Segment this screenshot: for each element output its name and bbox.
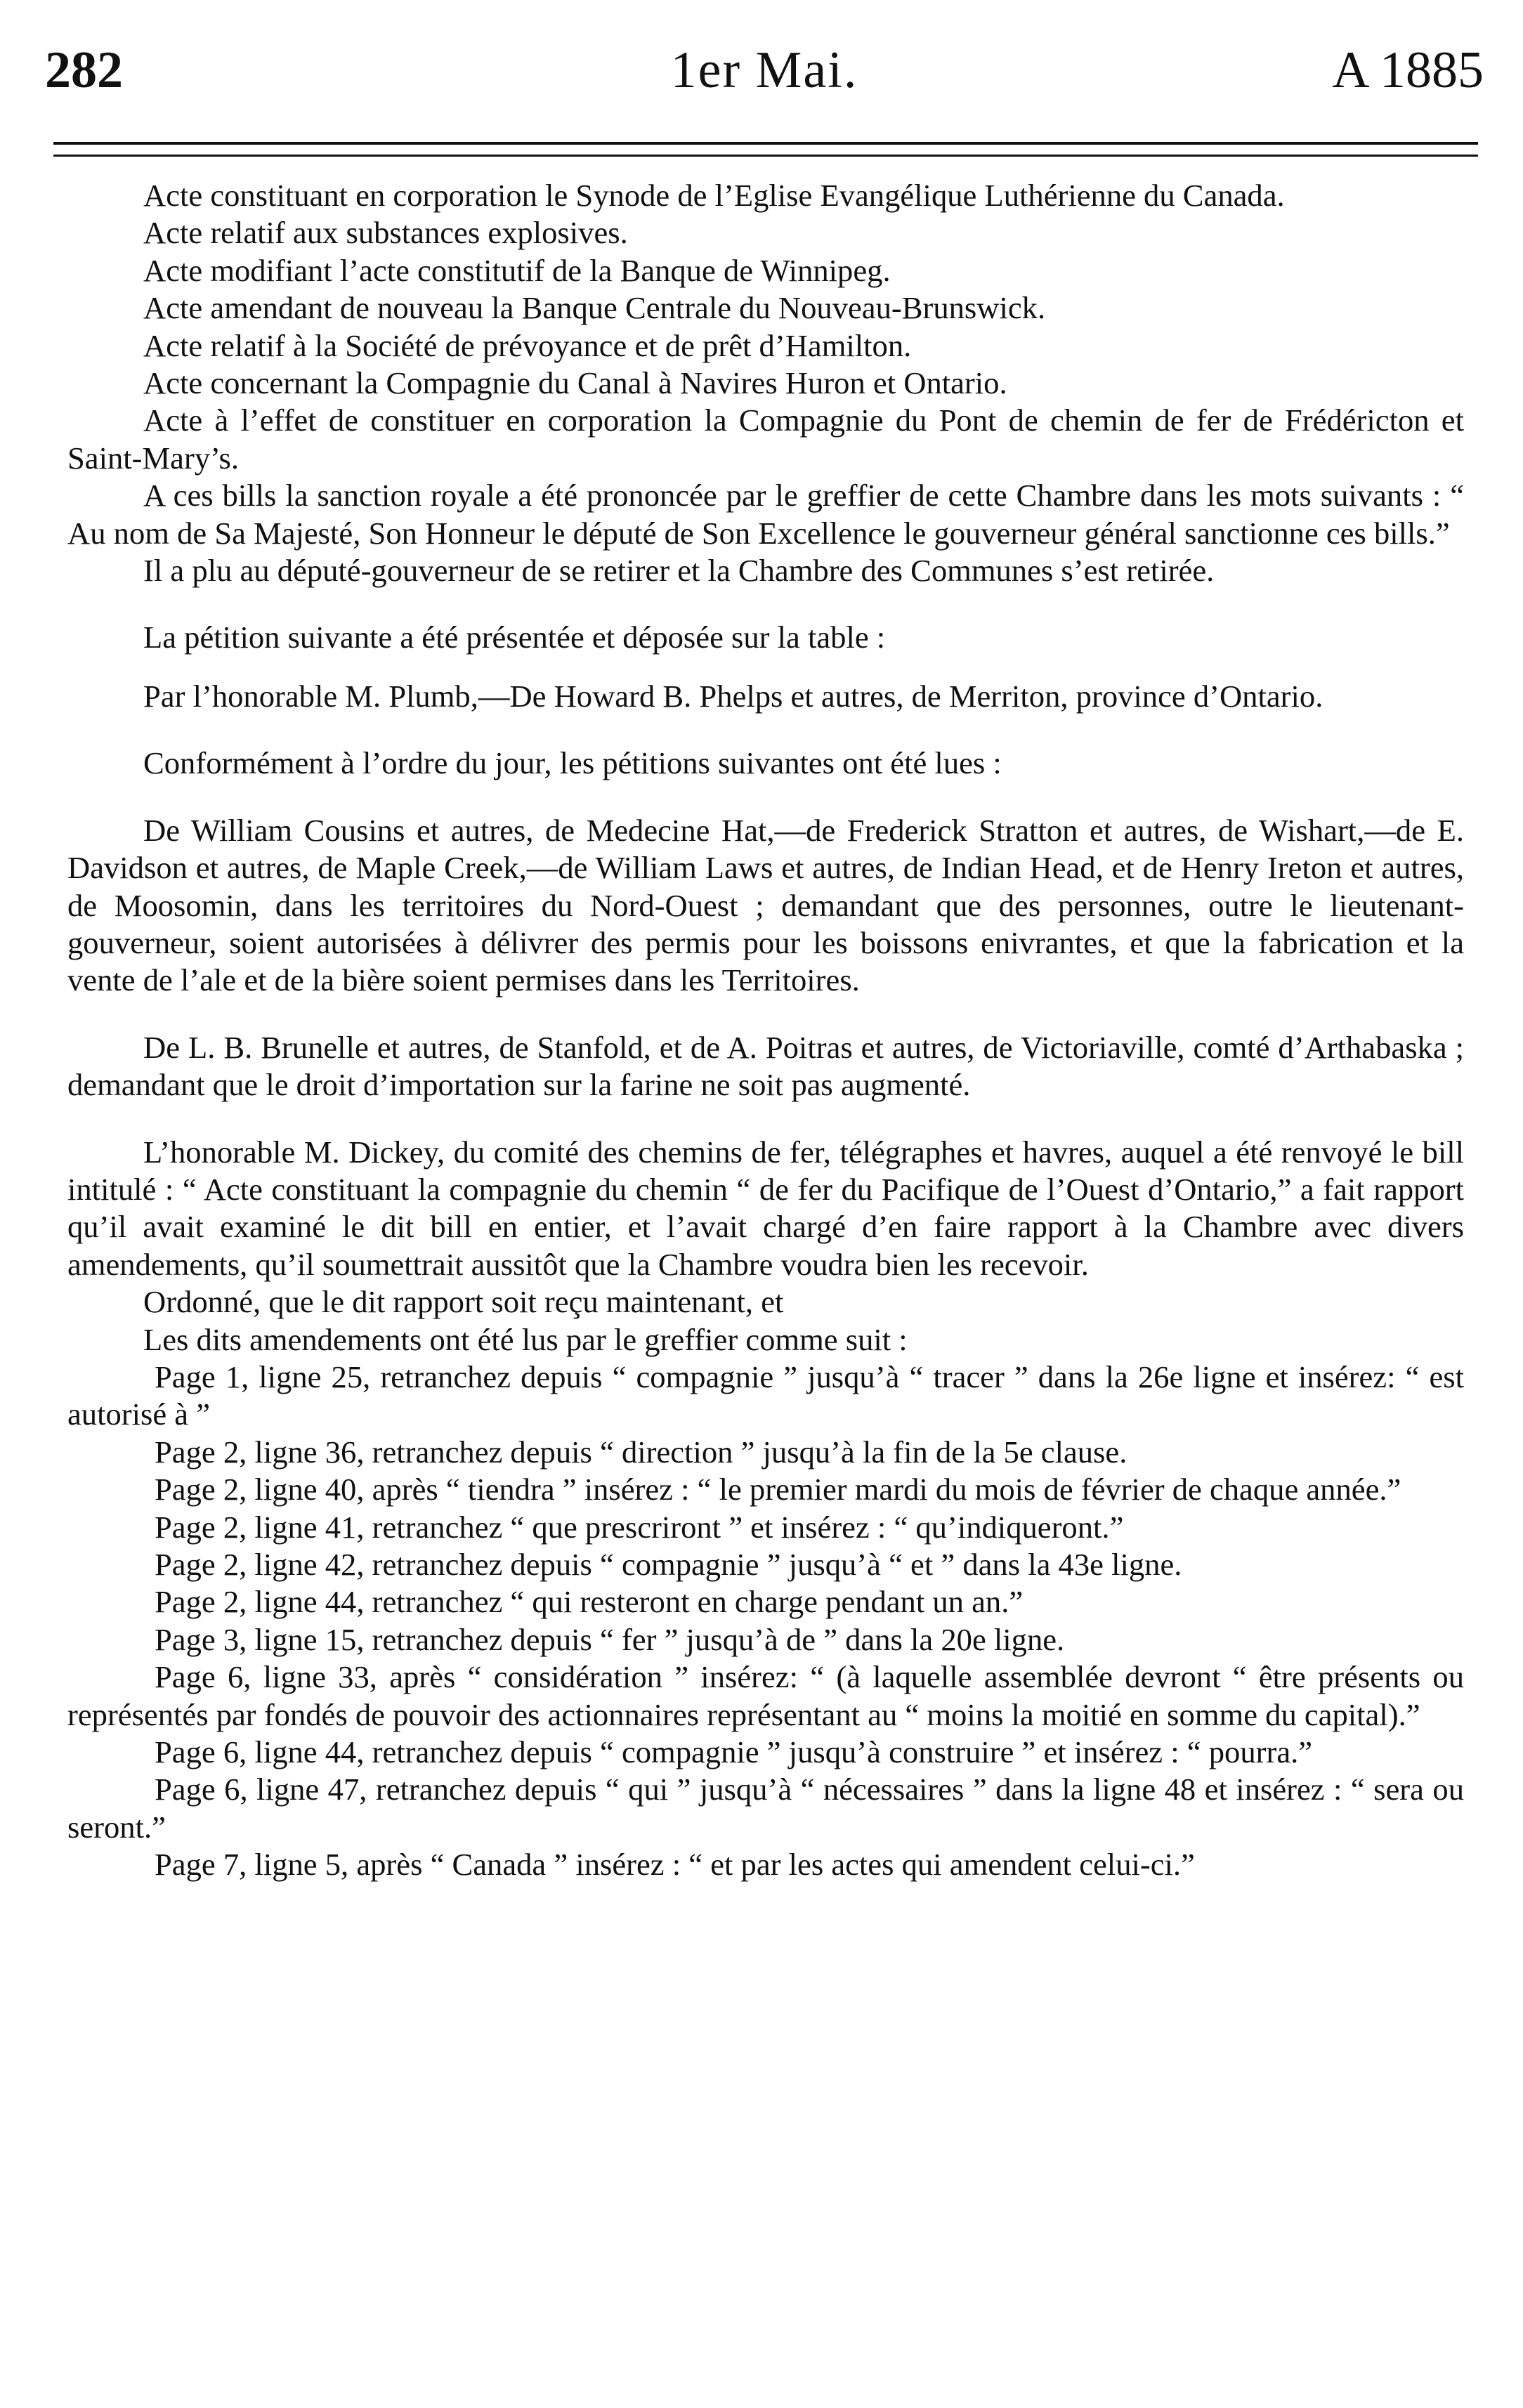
page-date: 1er Mai. xyxy=(670,41,858,99)
page-number: 282 xyxy=(45,41,123,99)
sanction-paragraph: A ces bills la sanction royale a été prononcée par le greffier de cette Chambre dans les mots suivants : “ Au nom de Sa Majesté, Son Honneur le député de Son Excellence le gouverneur général sanctionne ces bills.” xyxy=(67,478,1464,551)
petition-plumb: Par l’honorable M. Plumb,—De Howard B. Phelps et autres, de Merriton, province d’Ontario. xyxy=(143,678,1323,714)
petition-intro: La pétition suivante a été présentée et déposée sur la table : xyxy=(143,620,886,655)
amendment-item: Page 2, ligne 41, retranchez “ que prescriront ” et insérez : “ qu’indiqueront.” xyxy=(155,1509,1124,1545)
act-item: Acte amendant de nouveau la Banque Centrale du Nouveau-Brunswick. xyxy=(143,290,1046,326)
act-item: Acte relatif à la Société de prévoyance et de prêt d’Hamilton. xyxy=(143,327,912,363)
amendment-item: Page 6, ligne 33, après “ considération ” insérez: “ (à laquelle assemblée devront “ être présents ou représentés par fondés de pouvoir des actionnaires représentant au “ moins la moitié en somme du capital).” xyxy=(67,1659,1464,1732)
petition-cousins: De William Cousins et autres, de Medecine Hat,—de Frederick Stratton et autres, de Wishart,—de E. Davidson et autres, de Maple Creek,—de William Laws et autres, de Indian Head, et de Henry Ireton et autres, de Moosomin, dans les territoires du Nord-Ouest ; demandant que des personnes, outre le lieutenant-gouverneur, soient autorisées à délivrer des permis pour les boissons enivrantes, et que la fabrication et la vente de l’ale et de la bière soient permises dans les Territoires. xyxy=(67,812,1464,998)
amendment-item: Page 2, ligne 36, retranchez depuis “ direction ” jusqu’à la fin de la 5e clause. xyxy=(155,1434,1127,1470)
amendment-item: Page 2, ligne 44, retranchez “ qui resteront en charge pendant un an.” xyxy=(155,1584,1024,1620)
amendment-item: Page 2, ligne 42, retranchez depuis “ compagnie ” jusqu’à “ et ” dans la 43e ligne. xyxy=(155,1547,1182,1582)
retire-paragraph: Il a plu au député-gouverneur de se retirer et la Chambre des Communes s’est retirée. xyxy=(143,553,1215,589)
petition-brunelle: De L. B. Brunelle et autres, de Stanfold, et de A. Poitras et autres, de Victoriaville, comté d’Arthabaska ; demandant que le droit d’importation sur la farine ne soit pas augmenté. xyxy=(67,1029,1464,1103)
act-item: Acte à l’effet de constituer en corporation la Compagnie du Pont de chemin de fer de Frédéricton et Saint-Mary’s. xyxy=(67,403,1464,476)
amendment-item: Page 7, ligne 5, après “ Canada ” insérez : “ et par les actes qui amendent celui-ci.” xyxy=(155,1847,1195,1883)
amendments-list xyxy=(67,1359,1464,1884)
amendment-item: Page 2, ligne 40, après “ tiendra ” insérez : “ le premier mardi du mois de février de chaque année.” xyxy=(155,1472,1401,1507)
page-year: A 1885 xyxy=(1332,41,1484,99)
amendment-item: Page 3, ligne 15, retranchez depuis “ fer ” jusqu’à de ” dans la 20e ligne. xyxy=(155,1621,1065,1657)
amendment-item: Page 1, ligne 25, retranchez depuis “ compagnie ” jusqu’à “ tracer ” dans la 26e ligne et insérez: “ est autorisé à ” xyxy=(67,1359,1464,1432)
act-item: Acte constituant en corporation le Synode de l’Eglise Evangélique Luthérienne du Canada. xyxy=(143,178,1285,213)
page-header xyxy=(45,28,1484,112)
header-double-rule xyxy=(53,142,1478,157)
act-item: Acte concernant la Compagnie du Canal à Navires Huron et Ontario. xyxy=(143,365,1007,401)
amendment-item: Page 6, ligne 44, retranchez depuis “ compagnie ” jusqu’à construire ” et insérez : “ pourra.” xyxy=(155,1734,1313,1770)
ordered-paragraph: Ordonné, que le dit rapport soit reçu maintenant, et xyxy=(143,1284,784,1320)
dickey-report: L’honorable M. Dickey, du comité des chemins de fer, télégraphes et havres, auquel a été renvoyé le bill intitulé : “ Acte constituant la compagnie du chemin “ de fer du Pacifique de l’Ouest d’Ontario,” a fait rapport qu’il avait examiné le dit bill en entier, et l’avait chargé d’en faire rapport à la Chambre avec divers amendements, qu’il soumettrait aussitôt que la Chambre voudra bien les recevoir. xyxy=(67,1134,1464,1282)
act-item: Acte relatif aux substances explosives. xyxy=(143,215,628,251)
acts-list xyxy=(67,177,1464,477)
act-item: Acte modifiant l’acte constitutif de la Banque de Winnipeg. xyxy=(143,252,891,288)
amendment-item: Page 6, ligne 47, retranchez depuis “ qui ” jusqu’à “ nécessaires ” dans la ligne 48 et insérez : “ sera ou seront.” xyxy=(67,1772,1464,1845)
amendments-intro: Les dits amendements ont été lus par le greffier comme suit : xyxy=(143,1321,908,1357)
page-body xyxy=(67,177,1464,1884)
petitions-read-intro: Conformément à l’ordre du jour, les pétitions suivantes ont été lues : xyxy=(143,745,1002,781)
